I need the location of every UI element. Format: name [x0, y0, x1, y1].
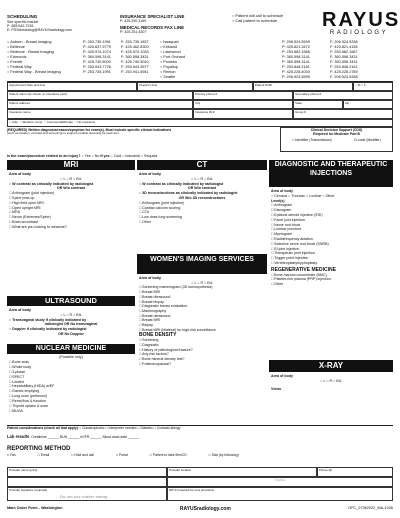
wis-option[interactable]: □ Diagnostic breast evaluation — [139, 304, 265, 309]
coverage-none[interactable]: ○ No insurance — [75, 120, 96, 124]
nm-option[interactable]: □ Thyroid uptake & scan — [9, 404, 133, 409]
secondary-phone-field[interactable]: Secondary phone # — [293, 91, 393, 100]
us-area[interactable]: Area of body — [9, 308, 31, 312]
injury-cold[interactable]: ○ Cold — [111, 154, 122, 158]
npi-field[interactable]: NPI # (required for new providers) — [167, 487, 393, 501]
dti-cervical[interactable]: ○ Cervical — [271, 194, 287, 198]
form-code: OFC_07362022_WA-1036 — [348, 506, 393, 510]
callback-options — [232, 14, 302, 24]
coverage-row — [7, 119, 393, 127]
nm-option[interactable]: □ MUGA — [9, 409, 133, 414]
cds-title: Clinical Decision Support (CDS) — [310, 128, 363, 132]
mri-option[interactable]: □ Spine post-op — [9, 196, 133, 201]
dti-header: DIAGNOSTIC AND THERAPEUTIC INJECTIONS — [269, 160, 393, 187]
ct-no-contrast[interactable]: OR W/o contrast — [187, 186, 217, 191]
specialist-phone: P: 425.250.1160 — [120, 19, 147, 24]
primary-phone-field[interactable]: Primary phone # — [193, 91, 293, 100]
injury-if-yes: If yes — [100, 154, 110, 158]
bd-option[interactable]: □ History of pathological fracture? — [139, 348, 265, 353]
cds-box — [280, 127, 393, 152]
location-phone: P: 425.740.5000 — [83, 60, 111, 64]
location-item[interactable]: ○ Federal Way — [7, 65, 81, 70]
lab-draw-date[interactable]: Blood draw date — [102, 435, 128, 439]
locations-col1-phones — [83, 40, 121, 75]
nm-section — [9, 355, 133, 414]
injury-question: Is the exam/procedure related to an injury? — [7, 154, 81, 158]
mri-option[interactable]: □ Arthrogram (joint injection) — [9, 191, 133, 196]
coverage-auto[interactable]: ○ Auto — [9, 120, 18, 124]
regen-option[interactable]: □ Bone marrow concentrate (BMC) — [271, 273, 391, 278]
report-portal[interactable]: □ Portal — [116, 453, 128, 457]
scheduling-line-1: See specific market — [7, 19, 39, 24]
nm-option[interactable]: □ Bone scan — [9, 360, 133, 365]
provider-location-field[interactable]: Provider location — [167, 467, 317, 477]
location-item[interactable]: ○ Port Orchard — [160, 55, 210, 60]
sex-m[interactable]: ○ M — [355, 83, 360, 87]
patient-call-option[interactable]: ○ Patient will call to schedule — [232, 14, 302, 19]
location-item[interactable]: ○ Poulsbo — [160, 60, 210, 65]
location-fax: F: 253.682.1667 — [330, 50, 358, 54]
report-fax[interactable]: □ Fax — [7, 453, 16, 457]
location-item[interactable]: ○ Auburn - Breast Imaging — [7, 40, 81, 45]
location-fax: F: 425.462.8309 — [121, 45, 149, 49]
wis-option[interactable]: □ Mammography — [139, 309, 265, 314]
location-phone: P: 360.598.3141 — [83, 55, 111, 59]
location-fax: F: 206.524.5338 — [330, 40, 358, 44]
ct-section — [139, 172, 265, 225]
nm-option[interactable]: □ Lung scan (perfusion) — [9, 394, 133, 399]
location-phone: P: 206.524.5599 — [282, 75, 310, 79]
bd-option[interactable]: □ Screening — [139, 338, 265, 343]
location-fax: F: 253.943.3577 — [121, 65, 149, 69]
wis-right[interactable]: ○ R — [197, 281, 203, 285]
wis-option[interactable]: □ Breast MRI (bilateral) for high-risk surveillance — [139, 328, 265, 333]
specialist-title: INSURANCE SPECIALIST LINE — [120, 14, 185, 19]
xray-bilateral[interactable]: ○ BIL — [333, 379, 342, 383]
location-phone: P: 253.682.1666 — [282, 50, 310, 54]
location-fax: F: 425.974.1033 — [121, 50, 149, 54]
site-link[interactable]: RAYUSradiology.com — [179, 506, 231, 512]
coverage-workers-comp[interactable]: ○ Workers' comp — [20, 120, 43, 124]
wis-option[interactable]: □ Breast MRI — [139, 318, 265, 323]
dti-option[interactable]: □ Selective nerve root block (SNRB) — [271, 242, 391, 247]
reporting-row — [7, 446, 393, 457]
ultrasound-header: ULTRASOUND — [7, 296, 135, 306]
us-left[interactable]: ○ L — [60, 313, 65, 317]
dti-option[interactable]: □ Therapeutic joint injection — [271, 251, 391, 256]
location-fax: F: 206.524.5338 — [330, 75, 358, 79]
group-field[interactable]: Group # — [293, 109, 393, 119]
considerations-row — [7, 426, 393, 430]
reporting-title: REPORTING METHOD — [7, 446, 71, 452]
records-title: MEDICAL RECORDS FAX LINE — [120, 24, 185, 30]
ct-bilateral[interactable]: ○ BIL — [204, 177, 213, 181]
location-phone: P: 360.598.3141 — [282, 60, 310, 64]
mri-contrast[interactable]: ○ W contrast as clinically indicated by radiologist — [9, 182, 133, 187]
diagnosis-label: (REQUIRED) Written diagnosis/reason/symptom for exam(s). Must include specific clinical indications — [7, 128, 172, 132]
provider-name-field[interactable]: Provider name (print) — [7, 467, 167, 477]
dti-option[interactable]: □ Epidural steroid injection (ESI) — [271, 213, 391, 218]
location-fax: F: 253.735.1837 — [121, 40, 149, 44]
wis-option[interactable]: □ Breast MRI — [139, 290, 265, 295]
diagnosis-hint: (such as location, contrast and screening) to support medical necessity for each test — [7, 131, 119, 136]
nm-option[interactable]: □ Limited — [9, 380, 133, 385]
location-fax: F: 253.848.2161 — [330, 65, 358, 69]
us-bilateral[interactable]: ○ BIL — [73, 313, 82, 317]
wis-section — [139, 276, 265, 366]
us-doppler[interactable]: ○ Doppler if clinically indicated by radiologist — [9, 327, 133, 332]
location-item[interactable]: ○ Kirkland — [160, 45, 210, 50]
wis-option[interactable]: □ Screening mammogram (3D tomosynthesis) — [139, 285, 265, 290]
location-fax: F: 425.228.2789 — [330, 70, 358, 74]
location-phone: P: 425.228.4000 — [282, 70, 310, 74]
ct-recon[interactable]: ○ 3D reconstructions as clinically indicated by radiologist — [139, 191, 265, 196]
logo-tagline: RADIOLOGY — [329, 30, 389, 36]
mri-right[interactable]: ○ R — [66, 177, 72, 181]
mri-option[interactable]: □ Open upright MRI — [9, 206, 133, 211]
sex-field — [353, 82, 393, 91]
dti-lumbar[interactable]: ○ Lumbar — [306, 194, 321, 198]
page-footer — [7, 506, 393, 512]
location-fax: F: 360.598.3431 — [121, 55, 149, 59]
bd-title: BONE DENSITY — [139, 332, 177, 339]
consider-contrast-allergy[interactable]: □ Contrast allergy — [154, 426, 181, 430]
scheduling-block — [7, 14, 95, 32]
dti-option[interactable]: □ SI joint injection — [271, 247, 391, 252]
wis-area[interactable]: Area of body — [139, 276, 161, 280]
checkin-field[interactable]: Check-in time — [137, 82, 253, 91]
appointment-row — [7, 82, 393, 91]
nm-option[interactable]: □ 3-phase — [9, 370, 133, 375]
mri-section — [9, 172, 133, 230]
dti-option[interactable]: □ Facet joint injection — [271, 218, 391, 223]
lab-bun[interactable]: BUN — [59, 435, 68, 439]
ct-area[interactable]: Area of body — [139, 172, 161, 176]
ct-right[interactable]: ○ R — [197, 177, 203, 181]
ct-left[interactable]: ○ L — [191, 177, 196, 181]
location-item[interactable]: ○ Everett — [7, 60, 81, 65]
cds-subtitle: Required for Medicare Part B — [313, 132, 360, 137]
location-phone: P: 253.848.2161 — [282, 65, 310, 69]
dti-option[interactable]: □ Lumbar puncture — [271, 227, 391, 232]
location-phone: P: 425.821.3472 — [282, 45, 310, 49]
bd-option[interactable]: □ Postmenopausal? — [139, 362, 265, 367]
wis-option[interactable]: □ Breast ultrasound — [139, 314, 265, 319]
location-fax: F: 253.941.6941 — [121, 70, 149, 74]
appointment-field[interactable]: Appointment Date and time — [7, 82, 137, 91]
dti-thoracic[interactable]: ○ Thoracic — [288, 194, 305, 198]
xray-section — [271, 374, 391, 392]
consider-interpreter[interactable]: □ Interpreter needed — [105, 426, 136, 430]
locations-col2-faxes — [330, 40, 370, 80]
us-no-transvaginal[interactable]: radiologist OR No transvaginal — [44, 322, 98, 327]
lab-egfr[interactable]: eGFR — [80, 435, 90, 439]
location-fax: F: 425.740.5010 — [121, 60, 149, 64]
dti-option[interactable]: □ Discogram — [271, 208, 391, 213]
consider-diabetic[interactable]: □ Diabetic — [137, 426, 152, 430]
location-phone: P: 253.943.7726 — [83, 65, 111, 69]
nm-option[interactable]: □ Whole body — [9, 365, 133, 370]
regen-option[interactable]: □ Other — [271, 282, 391, 287]
dti-section — [271, 189, 391, 287]
lab-results-row: Lab results Creatinine ______ BUN ______ eGFR ______ Blood draw date ______ — [7, 434, 140, 439]
cds-identifier[interactable]: □ Identifier (Transmission) — [292, 138, 331, 142]
insurance-id-field[interactable]: Insurance ID # — [193, 109, 293, 119]
location-phone: P: 425.637.9779 — [83, 45, 111, 49]
report-film[interactable]: □ Patient to take film/CD — [150, 453, 187, 457]
nm-option[interactable]: □ Gastric emptying — [9, 389, 133, 394]
location-fax: F: 360.598.3431 — [330, 55, 358, 59]
location-fax: F: 425.821.4155 — [330, 45, 358, 49]
locations-col1 — [7, 40, 81, 75]
provider-phone-field[interactable]: Phone (#) — [317, 467, 393, 477]
wis-header: WOMEN'S IMAGING SERVICES — [137, 254, 267, 274]
xray-right[interactable]: ○ R — [326, 379, 332, 383]
consider-claustrophobic[interactable]: □ Claustrophobic — [79, 426, 105, 430]
bd-option[interactable]: □ Diagnostic — [139, 343, 265, 348]
lab-results-label: Lab results — [7, 434, 30, 439]
us-transvaginal[interactable]: ○ Transvaginal study if clinically indicated by — [9, 318, 133, 323]
report-hold-call[interactable]: □ Hold and call — [71, 453, 94, 457]
specialist-block — [120, 14, 220, 34]
dti-option[interactable]: □ Trigger point injection — [271, 256, 391, 261]
cds-gcode[interactable]: G-code (Modifier) — [354, 138, 381, 143]
ct-header: CT — [137, 160, 267, 170]
main-order-label: Main Order Form - Washington — [7, 506, 63, 510]
mri-header: MRI — [7, 160, 135, 170]
locations-col2 — [160, 40, 210, 80]
mri-area[interactable]: Area of body — [9, 172, 31, 176]
mri-option[interactable]: □ Neuro (Extremes/Spine) — [9, 215, 133, 220]
injury-row — [7, 154, 393, 158]
wis-option[interactable]: □ Breast ultrasound — [139, 295, 265, 300]
wis-option[interactable]: □ Biopsy — [139, 323, 265, 328]
nm-option[interactable]: □ SPECT — [9, 375, 133, 380]
location-phone: P: 253.735.1991 — [83, 70, 111, 74]
dti-option[interactable]: □ Nerve root block — [271, 223, 391, 228]
ct-option[interactable]: □ Other — [139, 220, 265, 225]
report-stat[interactable]: □ Stat (by following) — [209, 453, 239, 457]
nm-sub: (Possible only) — [59, 355, 83, 359]
location-item[interactable]: ○ Puyallup — [160, 65, 210, 70]
location-fax: F: 360.598.3431 — [330, 60, 358, 64]
wis-option[interactable]: □ Breast biopsy — [139, 300, 265, 305]
logo-wordmark: RAYUS — [322, 9, 400, 31]
lab-creatinine[interactable]: Creatinine — [31, 435, 47, 439]
location-item[interactable]: ○ Federal Way - Breast Imaging — [7, 70, 81, 75]
provider-signature-field[interactable]: Provider signature (required) — [7, 487, 167, 501]
state-field[interactable]: State — [293, 100, 343, 109]
address-field[interactable]: Patient address — [7, 100, 193, 109]
ct-no-recon[interactable]: OR W/o 3D reconstructions — [178, 195, 226, 200]
injury-yes[interactable]: ○ Yes — [82, 154, 91, 158]
injury-no[interactable]: ○ No — [92, 154, 100, 158]
scheduling-line-2: P: 855.643.7226 — [7, 23, 34, 28]
ct-contrast[interactable]: ○ W contrast as clinically indicated by radiologist — [139, 182, 265, 187]
location-phone: P: 360.598.3141 — [282, 55, 310, 59]
mri-option[interactable]: □ What are you looking to measure? — [9, 225, 133, 230]
dti-option[interactable]: □ Arthrogram — [271, 203, 391, 208]
dti-option[interactable]: □ Radiofrequency ablation — [271, 237, 391, 242]
sex-f[interactable]: ○ F — [361, 83, 366, 87]
xray-header: X-RAY — [269, 360, 393, 372]
dti-other[interactable]: ○ Other — [322, 194, 334, 198]
location-item[interactable]: ○ Lakewood — [160, 50, 210, 55]
injury-sequela[interactable]: ○ Sequela — [141, 154, 157, 158]
city-field[interactable]: City — [193, 100, 293, 109]
regen-option[interactable]: □ Platelet-rich plasma (PRP) injection — [271, 277, 391, 282]
location-item[interactable]: ○ Seattle — [160, 75, 210, 80]
wis-bilateral[interactable]: ○ BIL — [204, 281, 213, 285]
xray-area[interactable]: Area of body — [271, 374, 293, 378]
dti-option[interactable]: □ Vertebroplasty/kyphoplasty — [271, 261, 391, 266]
bd-option[interactable]: □ Any risk factors? — [139, 352, 265, 357]
report-email[interactable]: □ Email — [38, 453, 50, 457]
dti-area[interactable]: Area of body — [271, 189, 293, 193]
mri-no-contrast[interactable]: OR W/o contrast — [56, 186, 86, 191]
ultrasound-section — [9, 308, 133, 337]
call-patient-option[interactable]: ○ Call patient to schedule — [232, 19, 302, 24]
dob-field[interactable]: Patient DOB — [253, 82, 353, 91]
mri-bilateral[interactable]: ○ BIL — [73, 177, 82, 181]
location-item[interactable]: ○ Bellevue - Breast Imaging — [7, 50, 81, 55]
xray-views[interactable]: Views — [271, 387, 282, 391]
regen-title: REGENERATIVE MEDICINE — [271, 266, 336, 273]
location-item[interactable]: ○ Bellevue — [7, 45, 81, 50]
location-phone: P: 425.974.1074 — [83, 50, 111, 54]
scheduling-email[interactable]: E: PSScheduling@RAYUSradiology.com — [7, 28, 72, 33]
mri-option[interactable]: □ MRA — [9, 210, 133, 215]
considerations-label: Patient considerations (check all that apply) — [7, 426, 78, 430]
us-right[interactable]: ○ R — [66, 313, 72, 317]
dti-option[interactable]: □ Myelogram — [271, 232, 391, 237]
nm-option[interactable]: □ Hepatobiliary (HIDA) w/EF — [9, 384, 133, 389]
location-item[interactable]: ○ Renton — [160, 70, 210, 75]
insurance-field[interactable]: Insurance name — [7, 109, 193, 119]
mri-left[interactable]: ○ L — [60, 177, 65, 181]
nm-option[interactable]: □ Renal flow & function — [9, 399, 133, 404]
bd-option[interactable]: □ Bone mineral density test? — [139, 357, 265, 362]
locations-col2-phones — [282, 40, 322, 80]
coverage-commercial[interactable]: ○ Commercial/Private — [44, 120, 73, 124]
injury-industrial[interactable]: ○ Industrial — [122, 154, 140, 158]
mri-option[interactable]: □ Brain w/contrast — [9, 220, 133, 225]
zip-field[interactable]: Zip — [343, 100, 393, 109]
location-phone: P: 206.524.5599 — [282, 40, 310, 44]
locations-col1-faxes — [121, 40, 159, 75]
city-zip-field[interactable]: City/Zip — [167, 477, 393, 487]
location-phone: P: 253.735.1991 — [83, 40, 111, 44]
records-fax: P: 425.251.4307 — [120, 29, 147, 34]
scheduling-title: SCHEDULING — [7, 14, 38, 19]
us-no-doppler[interactable]: OR No Doppler — [58, 331, 84, 336]
nm-header: NUCLEAR MEDICINE — [7, 344, 135, 354]
wis-left[interactable]: ○ L — [191, 281, 196, 285]
ct-option[interactable]: □ Low dose lung screening — [139, 215, 265, 220]
mri-option[interactable]: □ High field open MRI — [9, 201, 133, 206]
location-item[interactable]: ○ Edmonds — [7, 55, 81, 60]
patient-name-field[interactable]: Patient name (as shown on insurance card) — [7, 91, 193, 100]
rayus-logo — [322, 9, 400, 37]
ct-option[interactable]: □ CTA — [139, 210, 265, 215]
stamp-warning: Do not use rubber stamp. — [60, 494, 109, 499]
xray-left[interactable]: ○ L — [320, 379, 325, 383]
ct-option[interactable]: □ Arthrogram (joint injection) — [139, 201, 265, 206]
dti-level[interactable]: Level(s) — [271, 198, 285, 203]
diagnosis-block[interactable] — [7, 128, 277, 136]
ct-option[interactable]: □ Cardiac calcium scoring — [139, 206, 265, 211]
location-item[interactable]: ○ Issaquah — [160, 40, 210, 45]
